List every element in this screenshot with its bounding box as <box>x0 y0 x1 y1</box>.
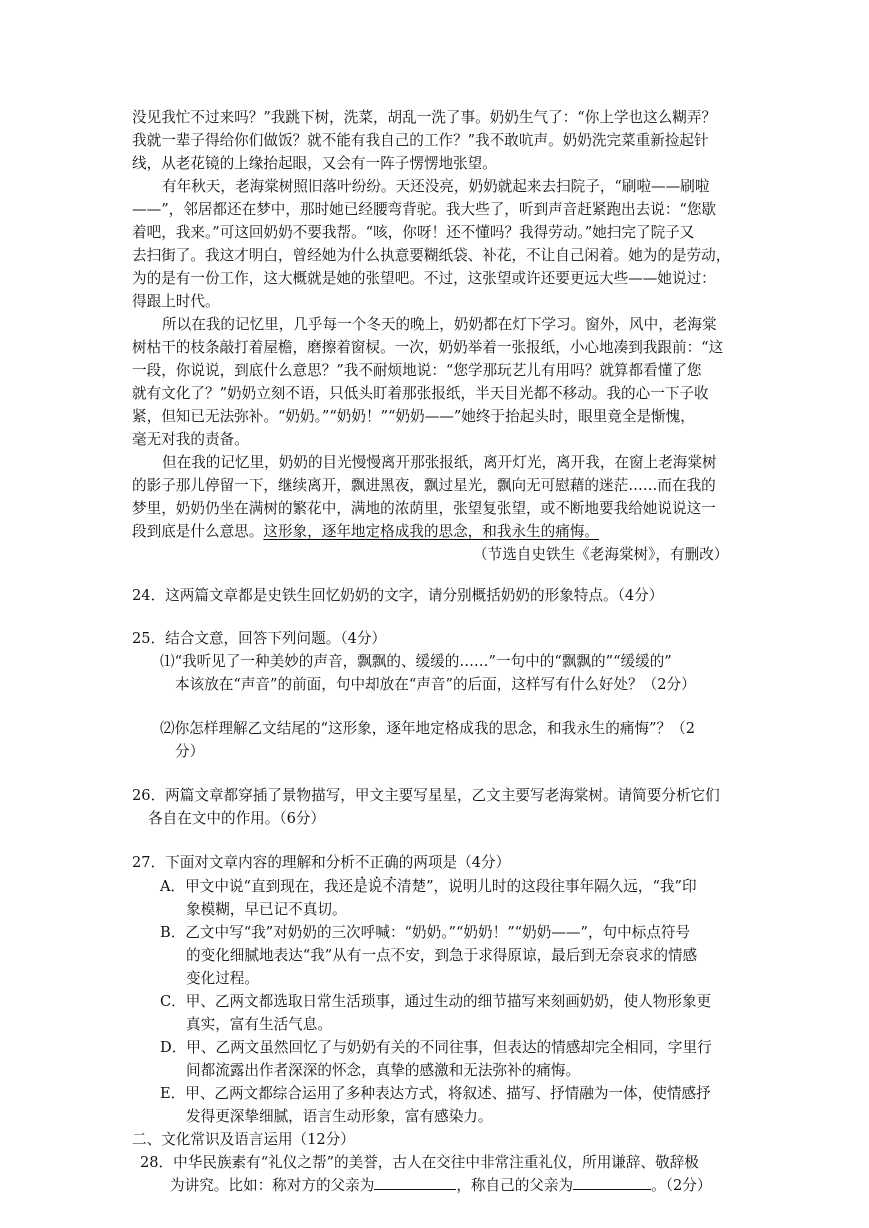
option-e-line1: E．甲、乙两文都综合运用了多种表达方式，将叙述、描写、抒情融为一体，使情感抒 <box>160 1085 711 1102</box>
answer-blank-2[interactable] <box>573 1175 651 1190</box>
passage-line: 紧，但知已无法弥补。“奶奶。”“奶奶！”“奶奶——”她终于抬起头时，眼里竟全是惭愧， <box>132 408 695 425</box>
question-27 <box>132 852 510 874</box>
passage-line: 就有文化了？”奶奶立刻不语，只低头盯着那张报纸，半天目光都不移动。我的心一下子收 <box>132 385 709 402</box>
passage-line: 梦里，奶奶仍坐在满树的繁花中，满地的浓荫里，张望复张望，或不断地要我给她说说这一 <box>132 500 716 517</box>
option-c-line2: 真实，富有生活气息。 <box>186 1016 332 1033</box>
question-25-1-line1: ⑴“我听见了一种美妙的声音，飘飘的、缓缓的……”一句中的“飘飘的”“缓缓的” <box>160 653 672 670</box>
passage-line: 去扫街了。我这才明白，曾经她为什么执意要糊纸袋、补花，不让自己闲着。她为的是劳动， <box>132 247 731 264</box>
passage-line: 我就一辈子得给你们做饭？就不能有我自己的工作？”我不敢吭声。奶奶洗完菜重新捡起针 <box>132 132 709 149</box>
passage-line: 得跟上时代。 <box>132 293 220 310</box>
question-27-text: 27．下面对文章内容的理解和分析 <box>132 854 355 871</box>
passage-line: 线，从老花镜的上缘抬起眼，又会有一阵子愣愣地张望。 <box>132 155 497 172</box>
passage-line: 没见我忙不过来吗？”我跳下树，洗菜，胡乱一洗了事。奶奶生气了：“你上学也这么糊弄？ <box>132 109 717 126</box>
question-28-text: 为讲究。比如：称对方的父亲为 <box>170 1177 375 1194</box>
question-28-line2 <box>170 1175 711 1197</box>
question-26-line1: 26．两篇文章都穿插了景物描写，甲文主要写星星，乙文主要写老海棠树。请简要分析它们 <box>132 787 720 804</box>
passage-line: 所以在我的记忆里，几乎每一个冬天的晚上，奶奶都在灯下学习。窗外，风中，老海棠 <box>162 316 717 333</box>
option-a-line2: 象模糊，早已记不真切。 <box>186 901 347 918</box>
passage-source: （节选自史铁生《老海棠树》，有删改） <box>473 546 729 563</box>
answer-blank-1[interactable] <box>374 1175 456 1190</box>
question-28-text: 。（2分） <box>651 1177 712 1194</box>
question-25: 25．结合文意，回答下列问题。（4分） <box>132 630 387 647</box>
emphasis-char: 正 <box>369 854 385 871</box>
question-25-2-line2: 分） <box>175 743 205 760</box>
passage-line: 着吧，我来。”可这回奶奶不要我帮。“咳，你呀！还不懂吗？我得劳动。”她扫完了院子又 <box>132 224 695 241</box>
emphasis-char: 确 <box>384 854 399 871</box>
question-25-2-line1: ⑵你怎样理解乙文结尾的“这形象，逐年地定格成我的思念，和我永生的痛悔”？（2 <box>160 720 695 737</box>
question-26-line2: 各自在文中的作用。（6分） <box>148 810 326 827</box>
option-d-line1: D．甲、乙两文虽然回忆了与奶奶有关的不同往事，但表达的情感却完全相同，字里行 <box>160 1039 712 1056</box>
passage-line: 但在我的记忆里，奶奶的目光慢慢离开那张报纸，离开灯光，离开我，在窗上老海棠树 <box>162 454 717 471</box>
option-c-line1: C．甲、乙两文都选取日常生活琐事，通过生动的细节描写来刻画奶奶，使人物形象更 <box>160 993 712 1010</box>
passage-text: 段到底是什么意思。 <box>132 523 264 540</box>
passage-line: 一段，你说说，到底什么意思？”我不耐烦地说：“您学那玩艺儿有用吗？就算都看懂了您 <box>132 362 702 379</box>
passage-line: 有年秋天，老海棠树照旧落叶纷纷。天还没亮，奶奶就起来去扫院子，“刷啦——刷啦 <box>162 178 710 195</box>
question-24: 24．这两篇文章都是史铁生回忆奶奶的文字，请分别概括奶奶的形象特点。（4分） <box>132 587 664 604</box>
passage-line-last <box>132 521 599 543</box>
option-b-line3: 变化过程。 <box>186 970 259 987</box>
option-d-line2: 间都流露出作者深深的怀念，真挚的感激和无法弥补的痛悔。 <box>186 1062 581 1079</box>
section-2-heading: 二、文化常识及语言运用（12分） <box>132 1131 355 1148</box>
question-28-line1: 28．中华民族素有“礼仪之帮”的美誉，古人在交往中非常注重礼仪，所用谦辞、敬辞极 <box>140 1154 699 1171</box>
option-a-line1: A．甲文中说“直到现在，我还是说不清楚”，说明儿时的这段往事年隔久远，“我”印 <box>160 878 697 895</box>
passage-line: ——”，邻居都还在梦中，那时她已经腰弯背驼。我大些了，听到声音赶紧跑出去说：“您歇 <box>132 201 717 218</box>
passage-line: 的影子那儿停留一下，继续离开，飘进黑夜，飘过星光，飘向无可慰藉的迷茫……而在我的 <box>132 477 716 494</box>
option-b-line1: B．乙文中写“我”对奶奶的三次呼喊：“奶奶。”“奶奶！”“奶奶——”，句中标点符号 <box>160 924 691 941</box>
option-e-line2: 发得更深挚细腻，语言生动形象，富有感染力。 <box>186 1108 493 1125</box>
question-25-1-line2: 本该放在“声音”的前面，句中却放在“声音”的后面，这样写有什么好处？（2分） <box>175 676 696 693</box>
option-b-line2: 的变化细腻地表达“我”从有一点不安，到急于求得原谅，最后到无奈哀求的情感 <box>186 947 698 964</box>
passage-line: 树枯干的枝条敲打着屋檐，磨擦着窗棂。一次，奶奶举着一张报纸，小心地凑到我跟前：“这 <box>132 339 724 356</box>
question-27-text: 的两项是（4分） <box>398 854 511 871</box>
passage-line: 为的是有一份工作，这大概就是她的张望吧。不过，这张望或许还要更远大些——她说过： <box>132 270 716 287</box>
passage-line: 毫无对我的责备。 <box>132 431 249 448</box>
underlined-sentence: 这形象，逐年地定格成我的思念，和我永生的痛悔。 <box>263 523 600 540</box>
question-28-text: ，称自己的父亲为 <box>456 1177 574 1194</box>
emphasis-char: 不 <box>354 854 370 871</box>
